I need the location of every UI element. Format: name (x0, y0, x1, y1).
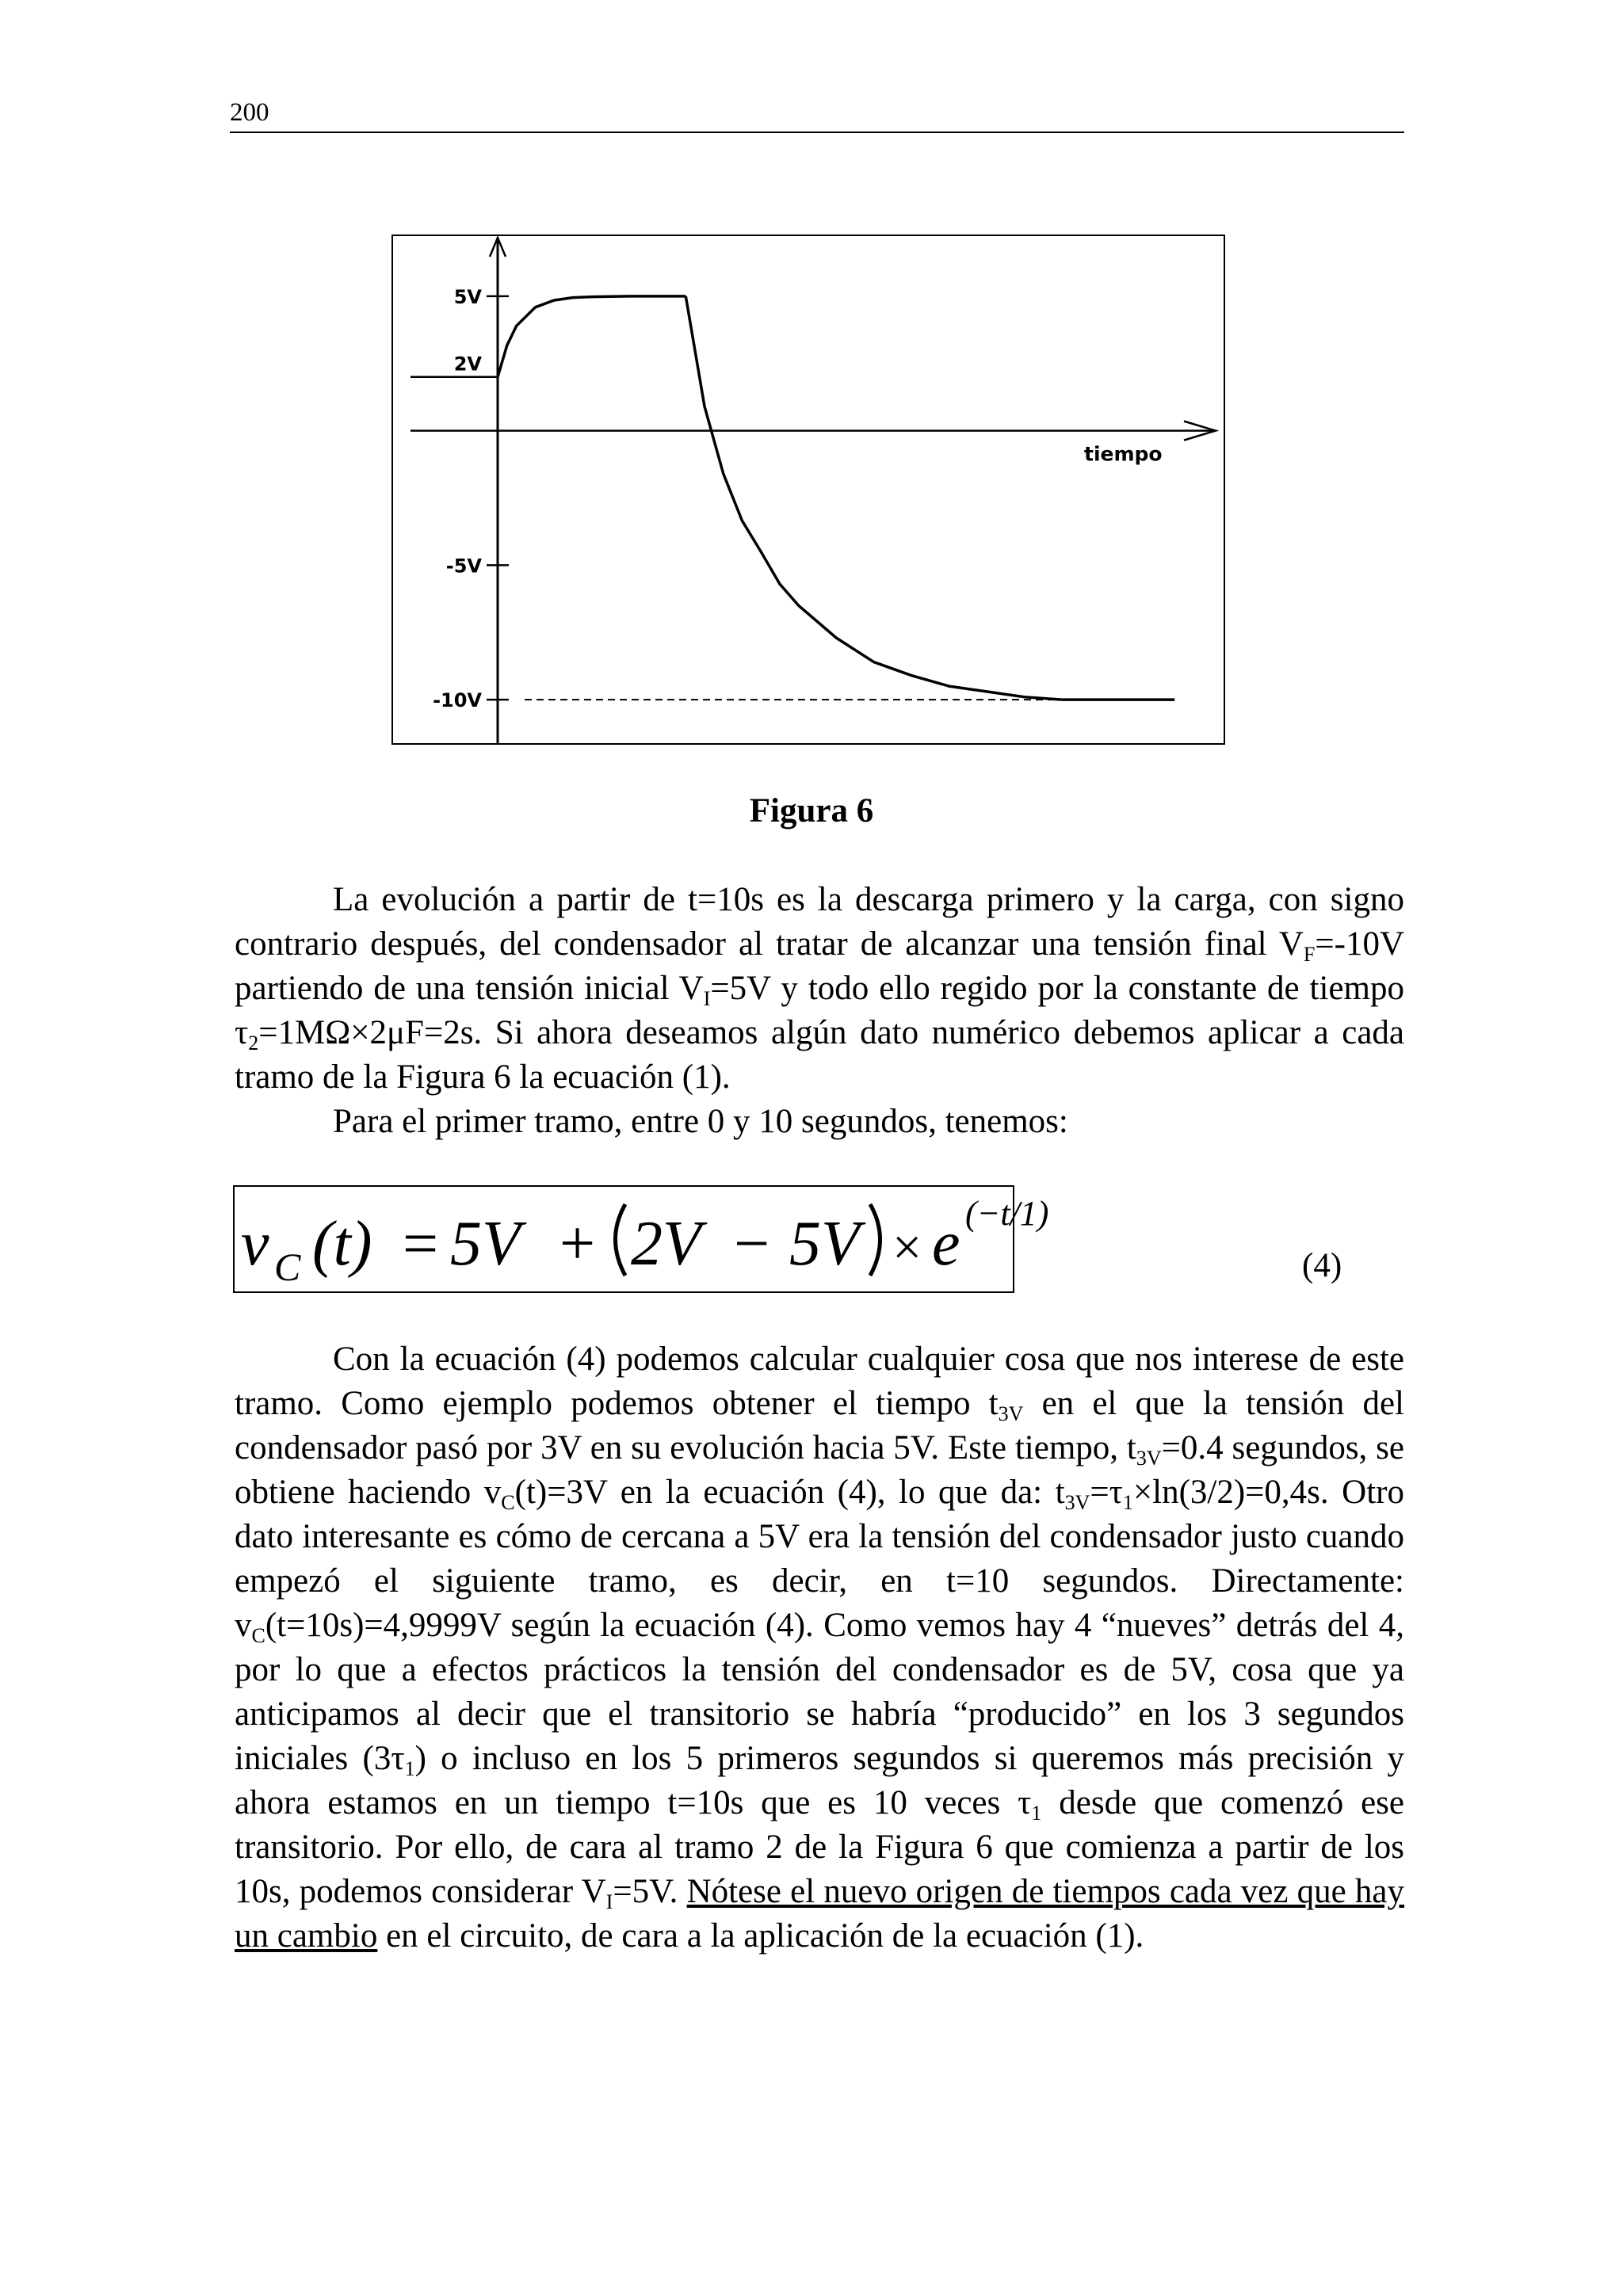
figure-6 (391, 235, 1225, 745)
p3-sub-b: 3V (1136, 1447, 1162, 1470)
eq-paren-right (870, 1204, 880, 1276)
p3-sub-g: 1 (404, 1757, 415, 1780)
p3-sub-c: C (501, 1491, 515, 1514)
y-tick-label: -5V (445, 555, 482, 578)
body-paragraph-3 (235, 1337, 1404, 1958)
p3-sub-i: I (605, 1890, 613, 1913)
eq-5v: 5V (450, 1209, 521, 1279)
p3-text-i: desde que comenzó ese transitorio. Por ello, de cara al tramo 2 de la Figura 6 que comienza a partir de los 10s, podemos considerar V (235, 1784, 1404, 1910)
figure-caption: Figura 6 (749, 792, 874, 830)
series-line-2 (685, 296, 1062, 700)
body-paragraph-2: Para el primer tramo, entre 0 y 10 segundos, tenemos: (333, 1103, 1068, 1140)
series-line-1 (498, 296, 685, 377)
p3-text-j: =5V. (613, 1873, 687, 1910)
p1-sub-c: 2 (248, 1032, 259, 1055)
p3-text-h: ) o incluso en los 5 primeros segundos si queremos más precisión y ahora estamos en un tiempo t=10s que es 10 veces τ (235, 1740, 1404, 1821)
eq-plus: + (559, 1209, 596, 1279)
eq-5v-b: 5V (789, 1209, 860, 1279)
voltage-chart (393, 236, 1224, 743)
p1-sub-a: F (1303, 943, 1316, 966)
y-tick-label: 5V (453, 285, 482, 308)
p3-sub-h: 1 (1031, 1802, 1042, 1825)
eq-2v: 2V (631, 1209, 701, 1279)
p3-sub-f: C (251, 1624, 265, 1647)
p3-underlined: Nótese el nuevo origen de tiempos cada vez que hay un cambio (235, 1873, 1404, 1955)
p3-text-g: (t=10s)=4,9999V según la ecuación (4). Como vemos hay 4 “nueves” detrás del 4, por lo que a efectos prácticos la tensión del condensador es de 5V, cosa que ya anticipamos al decir que el transitorio se habría “producido” en los 3 segundos iniciales (3τ (235, 1607, 1404, 1777)
p3-text-b: en el que la tensión del condensador pasó por 3V en su evolución hacia 5V. Este tiempo, t (235, 1385, 1404, 1466)
y-tick-label: 2V (453, 353, 482, 376)
eq-lhs-arg: (t) (312, 1209, 372, 1279)
eq-times: × (892, 1219, 922, 1276)
p3-sub-a: 3V (998, 1402, 1024, 1425)
p3-text-a: Con la ecuación (4) podemos calcular cualquier cosa que nos interese de este tramo. Como ejemplo podemos obtener el tiempo t (235, 1341, 1404, 1422)
equation-number: (4) (1302, 1247, 1342, 1284)
p1-sub-b: I (703, 987, 711, 1010)
equation-4-box (233, 1185, 1049, 1293)
p3-text-e: =τ (1090, 1474, 1123, 1511)
chart-series (498, 296, 1174, 700)
p1-text-a: La evolución a partir de t=10s es la descarga primero y la carga, con signo contrario después, del condensador al tratar de alcanzar una tensión final V (235, 881, 1404, 963)
p1-text-b: =-10V partiendo de una tensión inicial V (235, 925, 1404, 1007)
eq-v: v (241, 1209, 269, 1279)
p3-text-d: (t)=3V en la ecuación (4), lo que da: t (514, 1474, 1065, 1511)
page-number: 200 (230, 98, 269, 127)
p3-text-k: en el circuito, de cara a la aplicación de la ecuación (1). (377, 1917, 1144, 1955)
page-header (230, 95, 1404, 133)
eq-equals: = (403, 1209, 439, 1279)
p3-text-f: ×ln(3/2)=0,4s. Otro dato interesante es cómo de cercana a 5V era la tensión del condensador justo cuando empezó el siguiente tramo, es decir, en t=10 segundos. Directamente: v (235, 1474, 1404, 1644)
p3-text-c: =0.4 segundos, se obtiene haciendo v (235, 1429, 1404, 1511)
x-axis-label: tiempo (1084, 442, 1163, 466)
y-tick-label: -10V (433, 689, 482, 712)
p1-text-d: =1MΩ×2μF=2s. Si ahora deseamos algún dato numérico debemos aplicar a cada tramo de la Figura 6 la ecuación (1). (235, 1014, 1404, 1096)
body-paragraph-1 (235, 878, 1404, 1144)
eq-exponent: (−t/1) (965, 1194, 1049, 1233)
eq-sub-c: C (274, 1245, 301, 1289)
p1-text-c: =5V y todo ello regido por la constante de tiempo τ (235, 970, 1404, 1051)
eq-e: e (932, 1209, 960, 1279)
chart-axes (411, 238, 1216, 743)
equation-4 (235, 1187, 1049, 1291)
p3-sub-d: 3V (1064, 1491, 1090, 1514)
p3-sub-e: 1 (1122, 1491, 1133, 1514)
eq-minus: − (734, 1209, 770, 1279)
eq-paren-left (616, 1204, 626, 1276)
